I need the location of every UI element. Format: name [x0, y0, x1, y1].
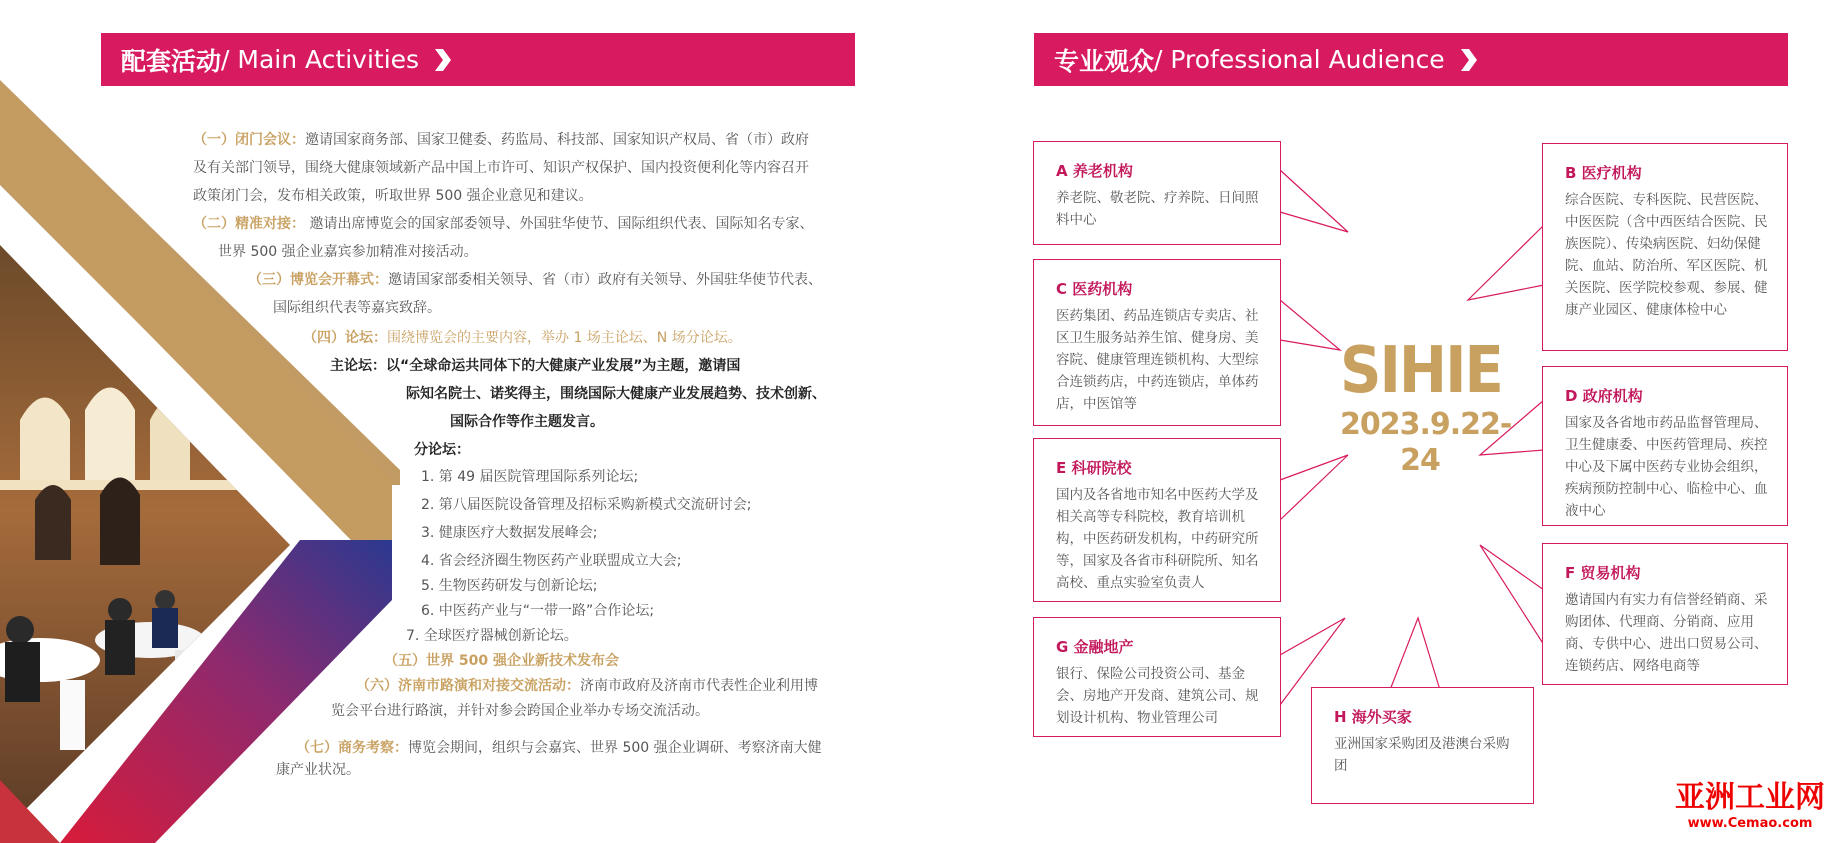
- audience-a-title: A 养老机构: [1056, 162, 1133, 180]
- header-cn: 专业观众: [1054, 46, 1155, 76]
- audience-f-text: 邀请国内有实力有信誉经销商、采购团体、代理商、分销商、应用商、专供中心、进出口贸易公司、连锁药店、网络电商等: [1565, 592, 1768, 674]
- sihie-logo: [1340, 334, 1512, 479]
- audience-e-box: [1033, 438, 1281, 602]
- audience-e-title: E 科研院校: [1056, 459, 1132, 477]
- audience-b-box: [1542, 143, 1788, 351]
- activity-2-line-2: 世界 500 强企业嘉宾参加精准对接活动。: [218, 244, 478, 260]
- audience-a-box: [1033, 141, 1281, 245]
- sub-forum-item: 4. 省会经济圈生物医药产业联盟成立大会;: [421, 553, 682, 569]
- sub-forum-item: 3. 健康医疗大数据发展峰会;: [421, 525, 598, 541]
- main-forum-line-3: 国际合作等作主题发言。: [450, 414, 604, 430]
- sub-forum-item: 1. 第 49 届医院管理国际系列论坛;: [421, 469, 639, 485]
- audience-c-title: C 医药机构: [1056, 280, 1133, 298]
- audience-b-text: 综合医院、专科医院、民营医院、中医医院（含中西医结合医院、民族医院）、传染病医院、妇幼保健院、血站、防治所、军区医院、机关医院、医学院校参观、参展、健康产业园区、健康体检中心: [1565, 192, 1768, 318]
- watermark-url: www.Cemao.com: [1687, 816, 1813, 831]
- audience-g-title: G 金融地产: [1056, 638, 1134, 656]
- audience-g-box: [1033, 617, 1281, 737]
- activity-1-title: （一）闭门会议：: [193, 132, 305, 148]
- audience-f-title: F 贸易机构: [1565, 564, 1641, 582]
- activity-6-title: （六）济南市路演和对接交流活动：: [356, 678, 580, 694]
- header-en: / Professional Audience: [1154, 45, 1445, 74]
- activity-3-title: （三）博览会开幕式：: [248, 272, 388, 288]
- activity-1-line-3: 政策闭门会，发布相关政策，听取世界 500 强企业意见和建议。: [193, 188, 593, 204]
- main-forum-line-1: 主论坛：以“全球命运共同体下的大健康产业发展”为主题，邀请国: [330, 358, 741, 374]
- audience-h-box: [1311, 687, 1534, 804]
- header-cn: 配套活动: [121, 46, 222, 76]
- sub-forum-item: 5. 生物医药研发与创新论坛;: [421, 578, 598, 594]
- sub-forum-item: 6. 中医药产业与“一带一路”合作论坛;: [421, 603, 655, 619]
- activity-7-line-1: 博览会期间，组织与会嘉宾、世界 500 强企业调研、考察济南大健: [408, 740, 822, 756]
- audience-d-title: D 政府机构: [1565, 387, 1643, 405]
- audience-c-box: [1033, 259, 1281, 426]
- header-en: / Main Activities: [221, 45, 420, 74]
- audience-f-box: [1542, 543, 1788, 685]
- audience-c-text: 医药集团、药品连锁店专卖店、社区卫生服务站养生馆、健身房、美容院、健康管理连锁机构、大型综合连锁药店，中药连锁店，单体药店，中医馆等: [1056, 308, 1259, 412]
- activity-6-line-2: 览会平台进行路演，并针对参会跨国企业举办专场交流活动。: [331, 703, 709, 719]
- audience-h-title: H 海外买家: [1334, 708, 1412, 726]
- audience-d-text: 国家及各省地市药品监督管理局、卫生健康委、中医药管理局、疾控中心及下属中医药专业协会组织，疾病预防控制中心、临检中心、血液中心: [1565, 415, 1768, 519]
- audience-g-text: 银行、保险公司投资公司、基金会、房地产开发商、建筑公司、规划设计机构、物业管理公司: [1056, 666, 1259, 726]
- activity-7-line-2: 康产业状况。: [276, 762, 360, 778]
- activity-3-line-1: 邀请国家部委相关领导、省（市）政府有关领导、外国驻华使节代表、: [388, 272, 822, 288]
- audience-h-text: 亚洲国家采购团及港澳台采购团: [1334, 736, 1510, 774]
- watermark: [1660, 780, 1840, 831]
- activity-2-title: （二）精准对接：: [193, 216, 305, 232]
- event-date: 2023.9.22-24: [1340, 407, 1512, 478]
- audience-e-text: 国内及各省地市知名中医药大学及相关高等专科院校，教育培训机构，中医药研发机构，中药研究所等，国家及各省市科研院所、知名高校、重点实验室负责人: [1056, 487, 1259, 591]
- activity-5-title: （五）世界 500 强企业新技术发布会: [384, 653, 619, 669]
- audience-a-text: 养老院、敬老院、疗养院、日间照料中心: [1056, 190, 1259, 228]
- activity-4-title: （四）论坛：: [303, 330, 387, 346]
- audience-b-title: B 医疗机构: [1565, 164, 1642, 182]
- activity-2-line-1: 邀请出席博览会的国家部委领导、外国驻华使节、国际组织代表、国际知名专家、: [305, 216, 814, 232]
- activity-7-title: （七）商务考察：: [296, 740, 408, 756]
- sub-forum-item: 2. 第八届医院设备管理及招标采购新模式交流研讨会;: [421, 497, 752, 513]
- main-forum-line-2: 际知名院士、诺奖得主，围绕国际大健康产业发展趋势、技术创新、: [406, 386, 826, 402]
- sub-forum-label: 分论坛：: [414, 442, 470, 458]
- watermark-logo: 亚洲工业网: [1675, 780, 1825, 815]
- brand-name: SIHIE: [1340, 334, 1502, 408]
- sub-forum-item: 7. 全球医疗器械创新论坛。: [406, 628, 578, 644]
- audience-d-box: [1542, 366, 1788, 526]
- activity-3-line-2: 国际组织代表等嘉宾致辞。: [273, 300, 441, 316]
- activity-6-line-1: 济南市政府及济南市代表性企业利用博: [580, 678, 818, 694]
- activity-1-line-2: 及有关部门领导，围绕大健康领域新产品中国上市许可、知识产权保护、国内投资便利化等内容召开: [193, 160, 809, 176]
- activity-4-line-1: 围绕博览会的主要内容，举办 1 场主论坛、N 场分论坛。: [387, 330, 742, 346]
- activity-1-line-1: 邀请国家商务部、国家卫健委、药监局、科技部、国家知识产权局、省（市）政府: [305, 132, 809, 148]
